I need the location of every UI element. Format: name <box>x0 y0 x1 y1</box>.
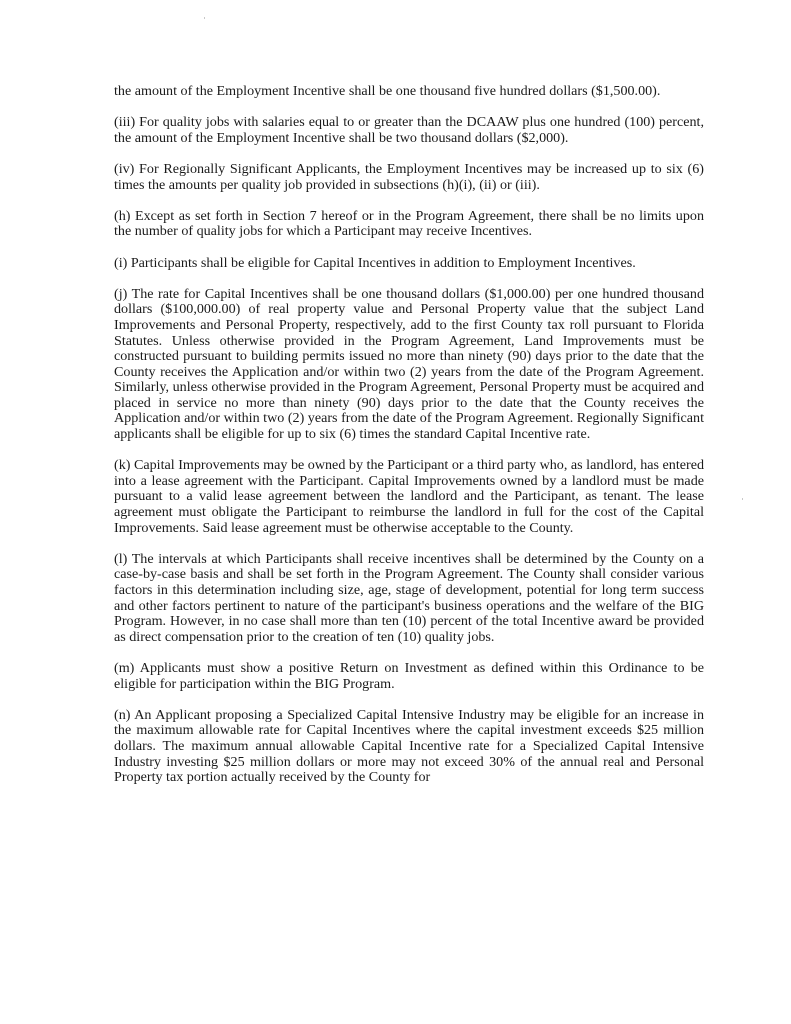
paragraph-h: (h) Except as set forth in Section 7 hereof or in the Program Agreement, there shall be no limits upon the number of quality jobs for which a Participant may receive Incentives. <box>114 207 704 240</box>
scan-speck <box>204 17 205 19</box>
paragraph-h-ii-continued: the amount of the Employment Incentive shall be one thousand five hundred dollars ($1,500.00). <box>114 83 661 99</box>
paragraph-m: (m) Applicants must show a positive Return on Investment as defined within this Ordinance to be eligible for participation within the BIG Program. <box>114 659 704 692</box>
scan-speck <box>742 498 743 500</box>
paragraph-h-iii: (iii) For quality jobs with salaries equal to or greater than the DCAAW plus one hundred (100) percent, the amount of the Employment Incentive shall be two thousand dollars ($2,000). <box>114 114 704 146</box>
paragraph-k: (k) Capital Improvements may be owned by the Participant or a third party who, as landlord, has entered into a lease agreement with the Participant. Capital Improvements owned by a landlord must be made pursuant to a valid lease agreement between the landlord and the Participant, as tenant. The lease agreement must obligate the Participant to reimburse the landlord in full for the cost of the Capital Improvements. Said lease agreement must be otherwise acceptable to the County. <box>114 457 704 536</box>
paragraph-i: (i) Participants shall be eligible for Capital Incentives in addition to Employment Incentives. <box>114 254 636 271</box>
paragraph-l: (l) The intervals at which Participants shall receive incentives shall be determined by the County on a case-by-case basis and shall be set forth in the Program Agreement. The County shall consider various factors in this determination including size, age, stage of development, potential for long term success and other factors pertinent to nature of the participant's business operations and the welfare of the BIG Program. However, in no case shall more than ten (10) percent of the total Incentive award be provided as direct compensation prior to the creation of ten (10) quality jobs. <box>114 550 704 645</box>
document-body <box>114 84 704 786</box>
paragraph-j: (j) The rate for Capital Incentives shall be one thousand dollars ($1,000.00) per one hundred thousand dollars ($100,000.00) of real property value and Personal Property value that the subject Land Improvements and Personal Property, respectively, add to the first County tax roll pursuant to Florida Statutes. Unless otherwise provided in the Program Agreement, Land Improvements must be constructed pursuant to building permits issued no more than ninety (90) days prior to the date that the County receives the Application and/or within two (2) years from the date of the Program Agreement. Similarly, unless otherwise provided in the Program Agreement, Personal Property must be acquired and placed in service no more than ninety (90) days prior to the date that the County receives the Application and/or within two (2) years from the date of the Program Agreement. Regionally Significant applicants shall be eligible for up to six (6) times the standard Capital Incentive rate. <box>114 285 704 443</box>
paragraph-n: (n) An Applicant proposing a Specialized Capital Intensive Industry may be eligible for an increase in the maximum allowable rate for Capital Incentives where the capital investment exceeds $25 million dollars. The maximum annual allowable Capital Incentive rate for a Specialized Capital Intensive Industry investing $25 million dollars or more may not exceed 30% of the annual real and Personal Property tax portion actually received by the County for <box>114 706 704 786</box>
paragraph-h-iv: (iv) For Regionally Significant Applicants, the Employment Incentives may be increased up to six (6) times the amounts per quality job provided in subsections (h)(i), (ii) or (iii). <box>114 160 704 193</box>
